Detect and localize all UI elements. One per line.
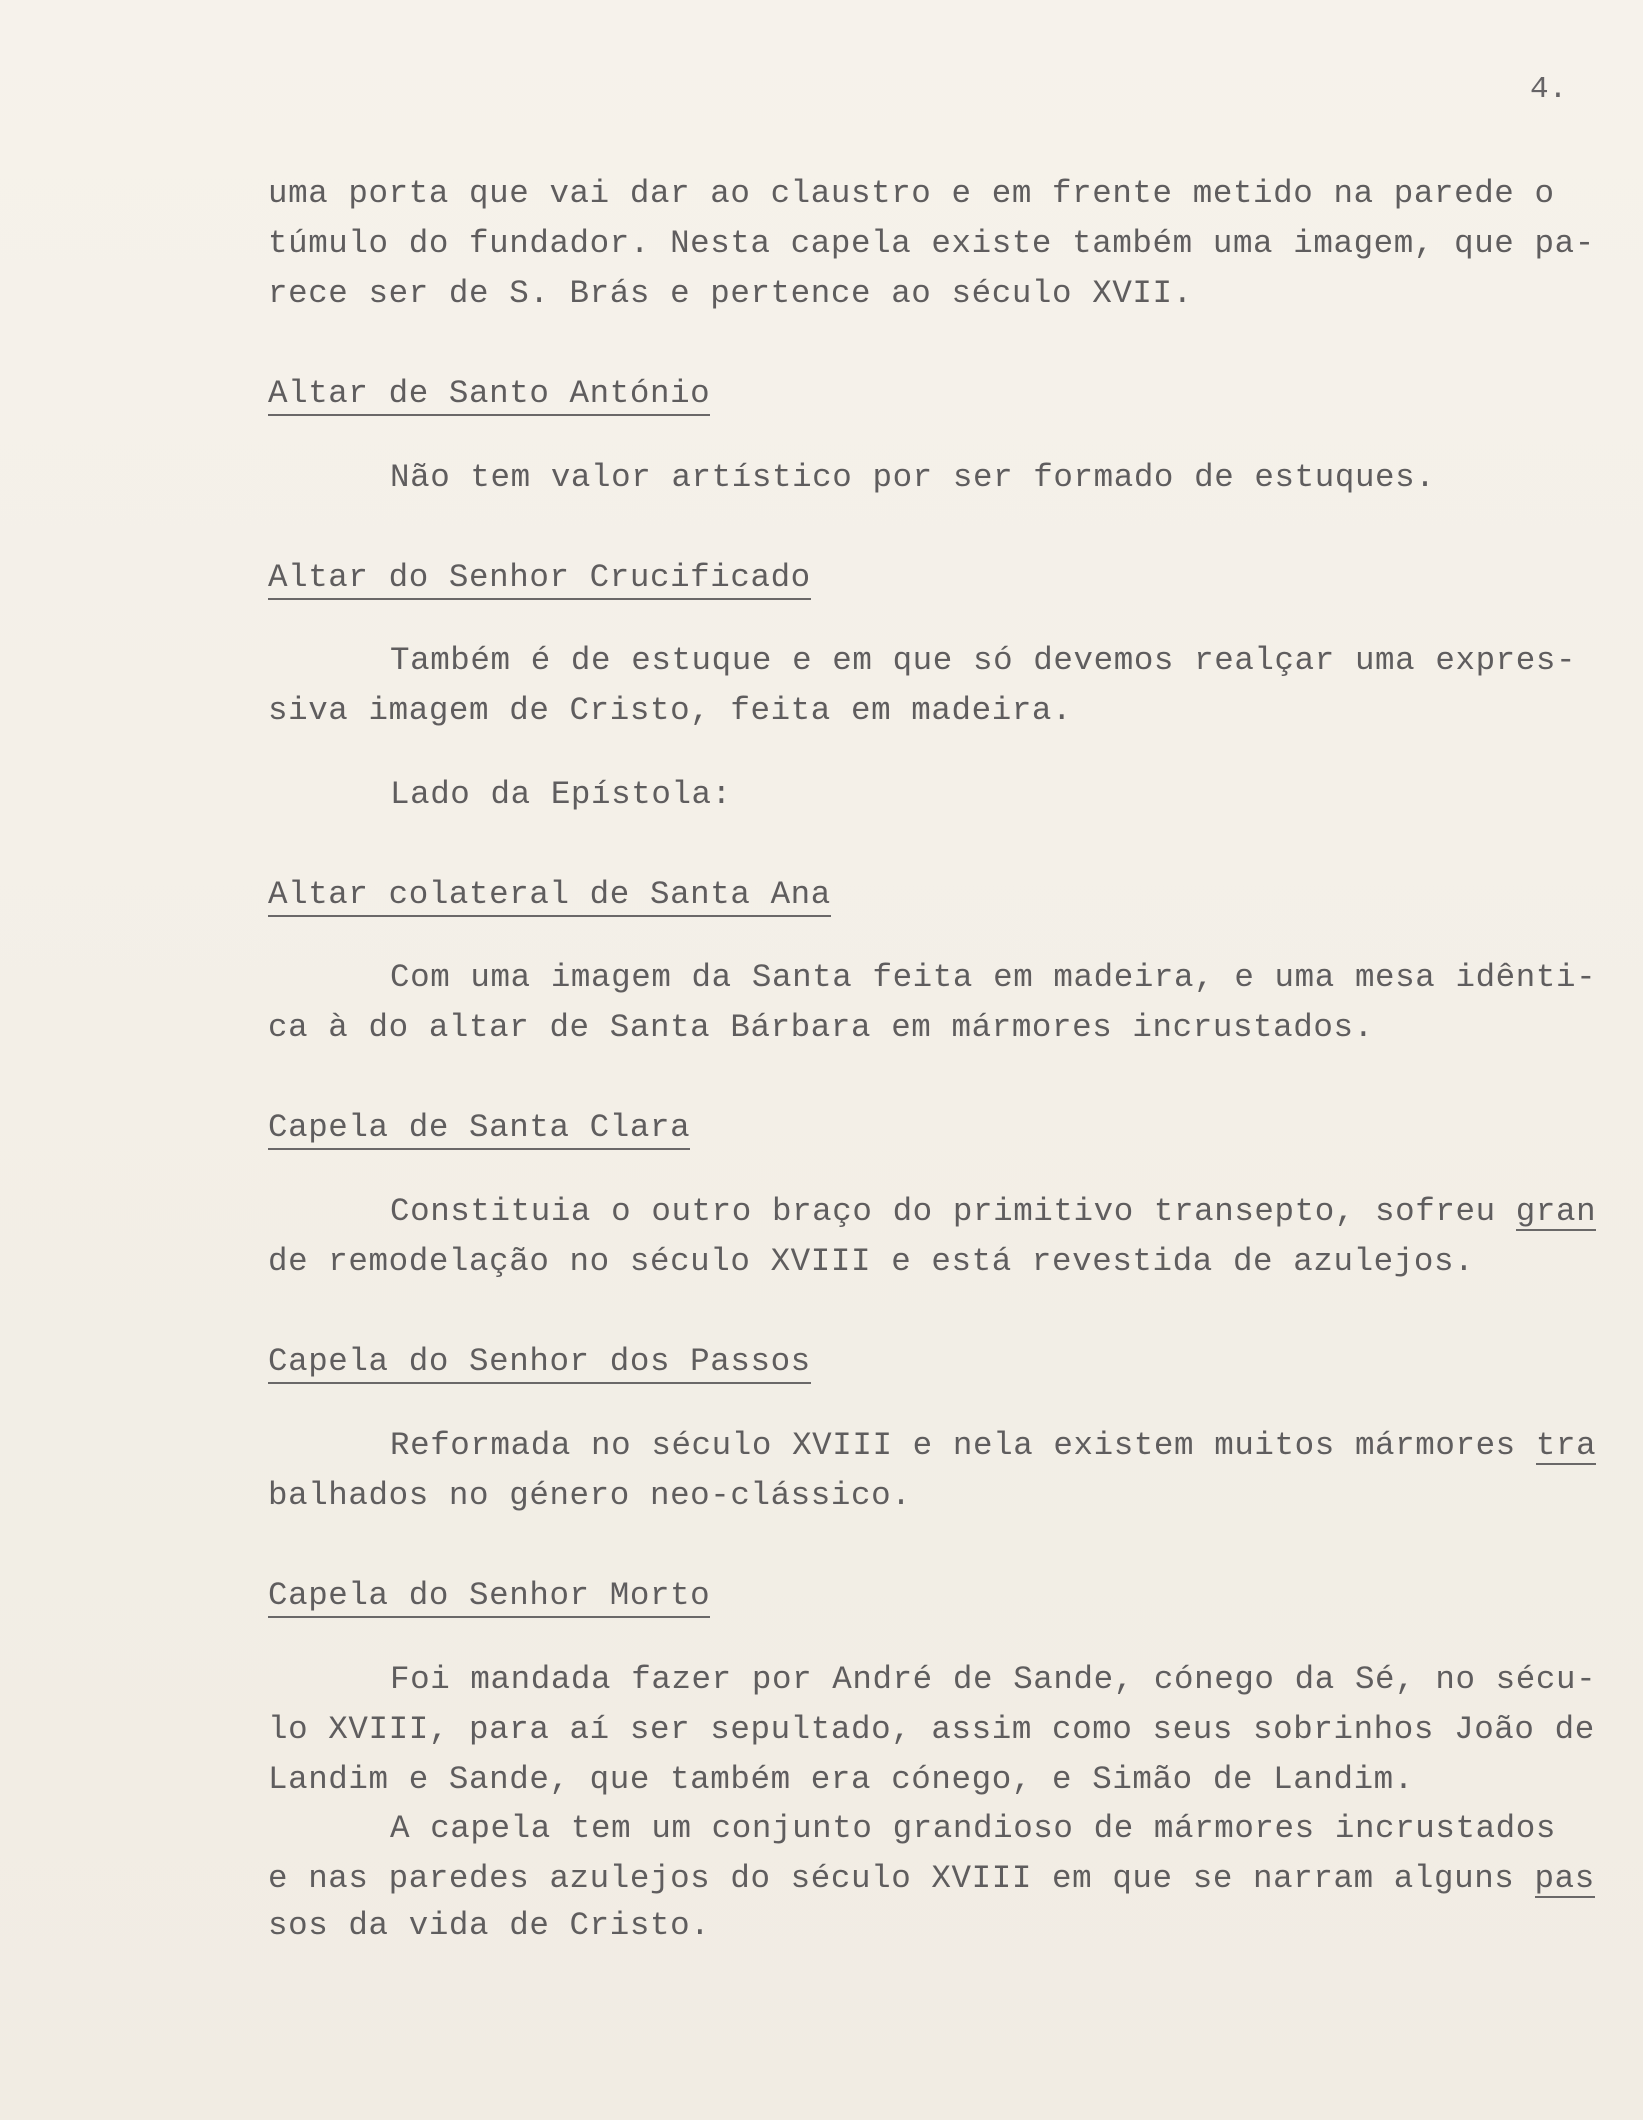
text-line: balhados no género neo-clássico.	[268, 1477, 912, 1514]
text-line: uma porta que vai dar ao claustro e em frente metido na parede o	[268, 175, 1555, 212]
text-line: sos da vida de Cristo.	[268, 1907, 711, 1944]
text-line	[390, 1426, 1596, 1466]
text-line: siva imagem de Cristo, feita em madeira.	[268, 692, 1073, 729]
section-heading: Capela do Senhor Morto	[268, 1576, 710, 1618]
section-heading: Altar do Senhor Crucificado	[268, 558, 811, 600]
text-fragment: Constituia o outro braço do primitivo transepto, sofreu	[390, 1193, 1516, 1230]
text-line: rece ser de S. Brás e pertence ao século XVII.	[268, 275, 1193, 312]
text-line: Foi mandada fazer por André de Sande, cónego da Sé, no sécu-	[390, 1661, 1597, 1698]
subsection-label: Lado da Epístola:	[390, 776, 732, 813]
section-heading: Altar colateral de Santa Ana	[268, 875, 831, 917]
text-fragment: Reformada no século XVIII e nela existem muitos mármores	[390, 1427, 1536, 1464]
text-fragment: e nas paredes azulejos do século XVIII em que se narram alguns	[268, 1860, 1535, 1897]
underlined-fragment: gran	[1515, 1193, 1597, 1230]
section-heading: Capela do Senhor dos Passos	[268, 1342, 811, 1384]
page-number: 4.	[1530, 72, 1568, 107]
text-line: lo XVIII, para aí ser sepultado, assim como seus sobrinhos João de	[268, 1711, 1595, 1748]
underlined-fragment: tra	[1535, 1427, 1597, 1464]
text-line: A capela tem um conjunto grandioso de mármores incrustados	[390, 1810, 1556, 1847]
text-line: Não tem valor artístico por ser formado de estuques.	[390, 459, 1436, 496]
text-line: Landim e Sande, que também era cónego, e Simão de Landim.	[268, 1761, 1414, 1798]
text-line: de remodelação no século XVIII e está revestida de azulejos.	[268, 1243, 1475, 1280]
section-heading: Altar de Santo António	[268, 374, 710, 416]
text-line: Com uma imagem da Santa feita em madeira, e uma mesa idênti-	[390, 959, 1597, 996]
text-line: Também é de estuque e em que só devemos realçar uma expres-	[390, 642, 1577, 679]
text-line: túmulo do fundador. Nesta capela existe também uma imagem, que pa-	[268, 225, 1595, 262]
text-line	[390, 1192, 1596, 1232]
section-heading: Capela de Santa Clara	[268, 1108, 690, 1150]
underlined-fragment: pas	[1534, 1860, 1595, 1897]
text-line: ca à do altar de Santa Bárbara em mármores incrustados.	[268, 1009, 1374, 1046]
text-line	[268, 1859, 1595, 1899]
